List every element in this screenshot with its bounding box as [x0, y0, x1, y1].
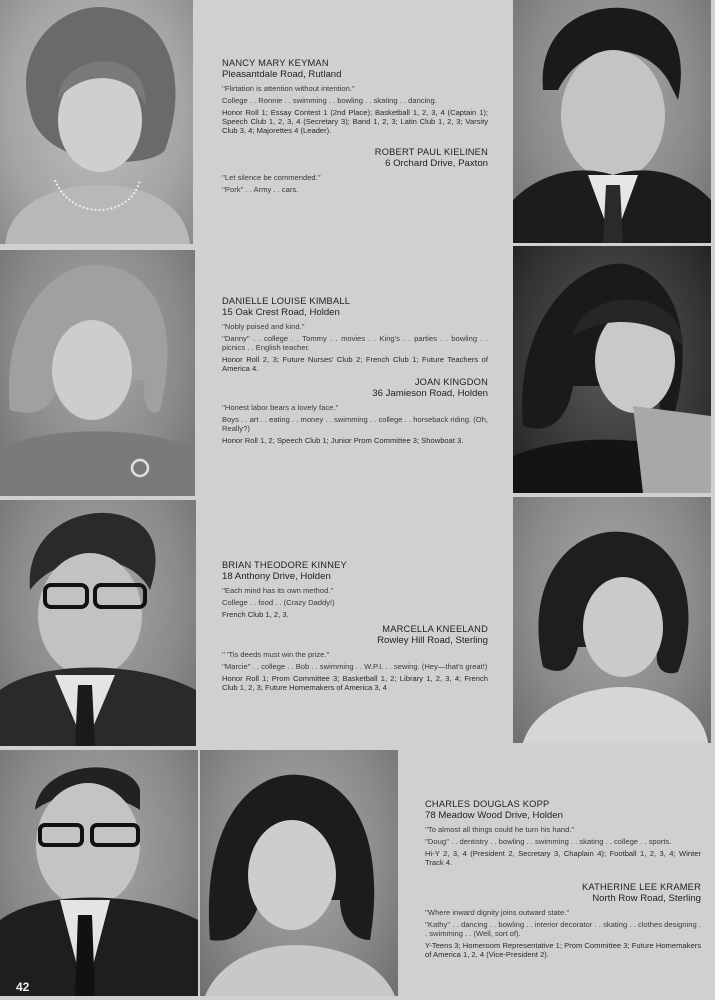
student-activities: Honor Roll 1; Prom Committee 3; Basketball 1, 2; Library 1, 2, 3, 4; French Club 1, 2, 3; Future Homemakers of America 3, 4: [222, 673, 488, 692]
student-name: BRIAN THEODORE KINNEY: [222, 560, 347, 570]
student-motto: ''Where inward dignity joins outward state.'': [425, 908, 570, 917]
page-number: 42: [16, 980, 30, 994]
student-interests: ''Danny'' . . college . . Tommy . . movies . . King's . . parties . . bowling . . picnics . . English teacher.: [222, 333, 488, 353]
student-motto: ''Flirtation is attention without intention.'': [222, 84, 355, 93]
photo-marcella-kneeland: [513, 497, 711, 743]
portrait-girl-icon: [513, 497, 711, 743]
student-interests: ''Kathy'' . . dancing . . bowling . . interior decorator . . skating . . clothes designing . . swimming . . (Well, sort of).: [425, 919, 701, 939]
student-address: North Row Road, Sterling: [592, 893, 701, 904]
student-interests: College . . Ronnie . . swimming . . bowling . . skating . . dancing.: [222, 95, 437, 105]
student-address: 15 Oak Crest Road, Holden: [222, 307, 340, 318]
student-address: 6 Orchard Drive, Paxton: [385, 158, 488, 169]
student-motto: ''To almost all things could he turn his hand.'': [425, 825, 575, 834]
student-activities: Honor Roll 1; Essay Contest 1 (2nd Place); Basketball 1, 2, 3, 4 (Captain 1); Speech Club 1, 2, 3, 4 (Secretary 3); Band 1, 2, 3; Latin Club 1, 2, 3; Varsity Club 3, 4; Majorettes 4 (Leader).: [222, 107, 488, 136]
student-entry-kingdon: [222, 377, 488, 445]
portrait-boy-icon: [513, 0, 711, 243]
portrait-girl-icon: [513, 246, 711, 493]
portrait-girl-icon: [0, 0, 193, 244]
student-entry-kneeland: [222, 624, 488, 692]
portrait-boy-glasses-icon: [0, 500, 196, 746]
student-name: NANCY MARY KEYMAN: [222, 58, 329, 68]
student-interests: ''Pork'' . . Army . . cars.: [222, 184, 299, 194]
student-interests: ''Marcie'' . . college . . Bob . . swimming . . W.P.I. . . sewing. (Hey—that's great!): [222, 661, 488, 671]
photo-nancy-keyman: [0, 0, 193, 244]
student-address: 18 Anthony Drive, Holden: [222, 571, 331, 582]
student-activities: French Club 1, 2, 3.: [222, 609, 289, 619]
student-name: CHARLES DOUGLAS KOPP: [425, 799, 550, 809]
student-entry-kielinen: [222, 147, 488, 197]
student-activities: Y-Teens 3; Homeroom Representative 1; Prom Committee 3; Future Homemakers of America 1, 2, 4 (Vice-President 2).: [425, 940, 701, 960]
portrait-boy-glasses-icon: [0, 750, 198, 996]
student-name: MARCELLA KNEELAND: [382, 624, 488, 634]
student-entry-kimball: [222, 296, 488, 373]
portrait-girl-icon: [200, 750, 398, 996]
student-motto: '' 'Tis deeds must win the prize.'': [222, 650, 330, 659]
student-entry-kopp: [425, 799, 701, 867]
student-address: Rowley Hill Road, Sterling: [377, 635, 488, 646]
student-address: Pleasantdale Road, Rutland: [222, 69, 342, 80]
student-entry-kramer: [425, 882, 701, 959]
photo-brian-kinney: [0, 500, 196, 746]
photo-joan-kingdon: [513, 246, 711, 493]
student-interests: College . . food . . (Crazy Daddy!): [222, 597, 335, 607]
student-entry-kinney: [222, 560, 488, 619]
student-address: 36 Jamieson Road, Holden: [372, 388, 488, 399]
photo-charles-kopp: [0, 750, 198, 996]
student-name: JOAN KINGDON: [414, 377, 488, 387]
student-motto: ''Each mind has its own method.'': [222, 586, 334, 595]
student-address: 78 Meadow Wood Drive, Holden: [425, 810, 563, 821]
student-interests: ''Doug'' . . dentistry . . bowling . . swimming . . skating . . college . . sports.: [425, 836, 672, 846]
student-name: ROBERT PAUL KIELINEN: [374, 147, 488, 157]
student-activities: Honor Roll 1, 2; Speech Club 1; Junior Prom Committee 3; Showboat 3.: [222, 435, 464, 445]
student-motto: ''Let silence be commended.'': [222, 173, 321, 182]
photo-robert-kielinen: [513, 0, 711, 243]
student-motto: ''Honest labor bears a lovely face.'': [222, 403, 339, 412]
photo-katherine-kramer: [200, 750, 398, 996]
student-motto: ''Nobly poised and kind.'': [222, 322, 305, 331]
student-name: KATHERINE LEE KRAMER: [581, 882, 701, 892]
student-activities: Honor Roll 2, 3; Future Nurses' Club 2; French Club 1; Future Teachers of America 4.: [222, 354, 488, 374]
student-interests: Boys . . art . . eating . . money . . swimming . . college . . horseback riding. (Oh, Really?): [222, 414, 488, 434]
photo-danielle-kimball: [0, 250, 195, 496]
portrait-girl-icon: [0, 250, 195, 496]
student-entry-keyman: [222, 58, 488, 135]
student-activities: Hi-Y 2, 3, 4 (President 2, Secretary 3, Chaplain 4); Football 1, 2, 3, 4; Winter Track 4.: [425, 848, 701, 867]
student-name: DANIELLE LOUISE KIMBALL: [222, 296, 351, 306]
